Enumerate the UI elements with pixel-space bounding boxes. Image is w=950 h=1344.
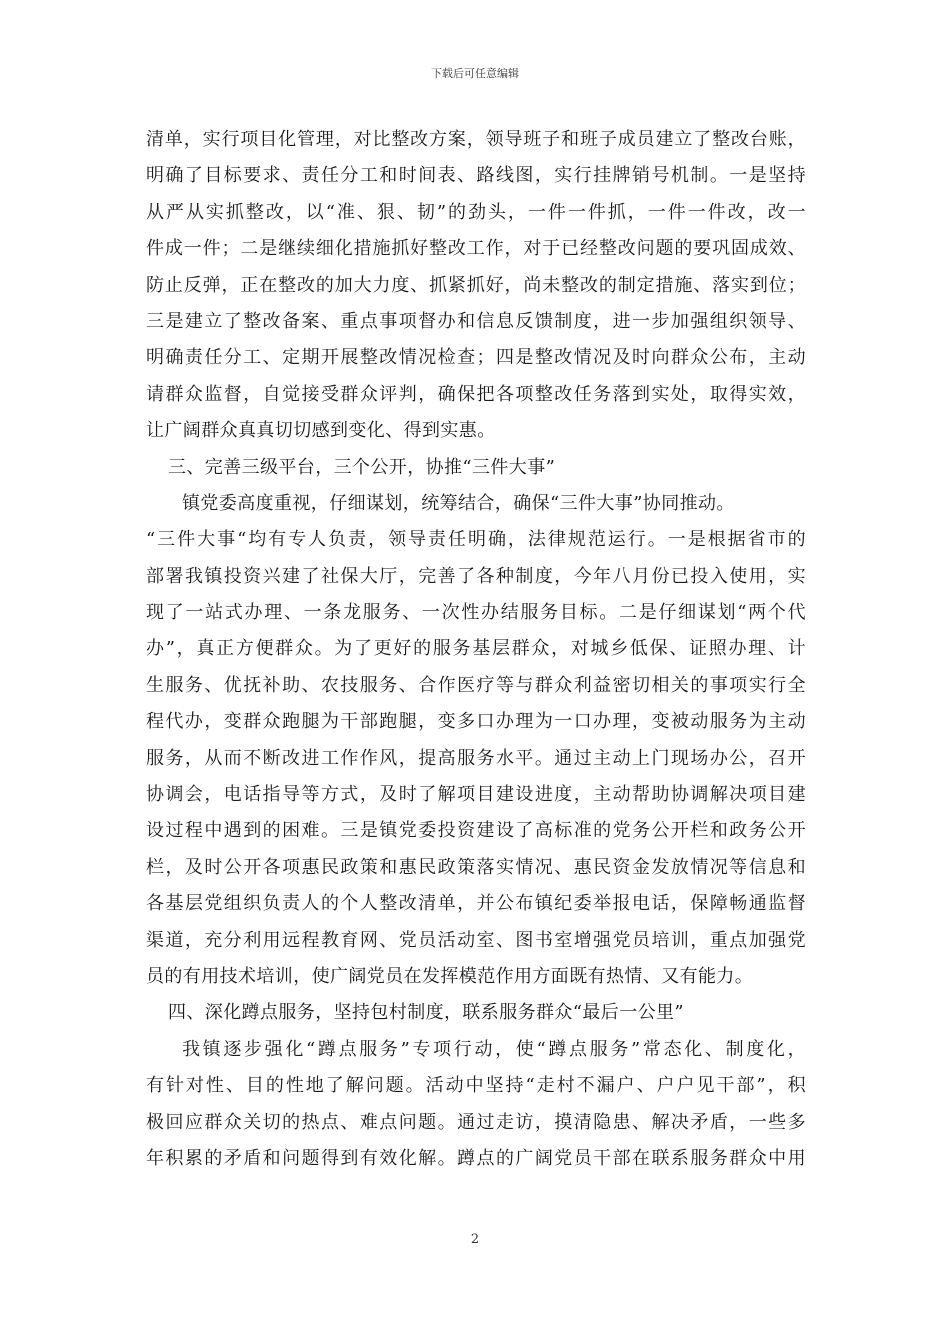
paragraph-line: “三件大事“均有专人负责，领导责任明确，法律规范运行。一是根据省市的: [146, 529, 806, 551]
paragraph-line: 防止反弹，正在整改的加大力度、抓紧抓好，尚未整改的制定措施、落实到位；: [146, 274, 806, 296]
paragraph-line: 明确责任分工、定期开展整改情况检查；四是整改情况及时向群众公布，主动: [146, 347, 806, 369]
paragraph-line: 办”，真正方便群众。为了更好的服务基层群众，对城乡低保、证照办理、计: [146, 638, 806, 660]
paragraph-line: 部署我镇投资兴建了社保大厅，完善了各种制度，今年八月份已投入使用，实: [146, 565, 806, 587]
paragraph-line: 现了一站式办理、一条龙服务、一次性办结服务目标。二是仔细谋划“两个代: [146, 602, 806, 624]
paragraph-line: 各基层党组织负责人的个人整改清单，并公布镇纪委举报电话，保障畅通监督: [146, 893, 806, 915]
paragraph-line: 件成一件；二是继续细化措施抓好整改工作，对于已经整改问题的要巩固成效、: [146, 238, 806, 260]
page-number: 2: [470, 1232, 480, 1247]
paragraph-line: 程代办，变群众跑腿为干部跑腿，变多口办理为一口办理，变被动服务为主动: [146, 711, 806, 733]
paragraph-line: 栏，及时公开各项惠民政策和惠民政策落实情况、惠民资金发放情况等信息和: [146, 856, 806, 878]
section-heading: 三、完善三级平台，三个公开，协推“三件大事”: [168, 456, 556, 478]
paragraph-line: 服务，从而不断改进工作作风，提高服务水平。通过主动上门现场办公，召开: [146, 747, 806, 769]
paragraph-line: 清单，实行项目化管理，对比整改方案，领导班子和班子成员建立了整改台账，: [146, 129, 806, 150]
paragraph-line: 有针对性、目的性地了解问题。活动中坚持“走村不漏户、户户见干部”，积: [146, 1075, 806, 1097]
paragraph-line: 员的有用技术培训，使广阔党员在发挥模范作用方面既有热情、又有能力。: [146, 965, 754, 987]
document-body: [146, 122, 806, 1177]
paragraph-line: 从严从实抓整改，以“准、狠、韧”的劲头，一件一件抓，一件一件改，改一: [146, 201, 806, 223]
paragraph-line: 协调会，电话指导等方式，及时了解项目建设进度，主动帮助协调解决项目建: [146, 784, 806, 806]
paragraph-line: 让广阔群众真真切切感到变化、得到实惠。: [146, 420, 496, 442]
section-heading: 四、深化蹲点服务，坚持包村制度，联系服务群众“最后一公里”: [168, 1002, 685, 1024]
paragraph-line: 三是建立了整改备案、重点事项督办和信息反馈制度，进一步加强组织领导、: [146, 310, 806, 332]
paragraph-line: 生服务、优抚补助、农技服务、合作医疗等与群众利益密切相关的事项实行全: [146, 674, 806, 696]
paragraph-line: 明确了目标要求、责任分工和时间表、路线图，实行挂牌销号机制。一是坚持: [146, 165, 806, 187]
paragraph-line: 镇党委高度重视，仔细谋划，统筹结合，确保“三件大事”协同推动。: [182, 492, 735, 514]
paragraph-line: 我镇逐步强化“蹲点服务”专项行动，使“蹲点服务”常态化、制度化，: [182, 1038, 806, 1060]
paragraph-line: 请群众监督，自觉接受群众评判，确保把各项整改任务落到实处，取得实效，: [146, 383, 806, 405]
paragraph-line: 极回应群众关切的热点、难点问题。通过走访，摸清隐患、解决矛盾，一些多: [146, 1111, 806, 1133]
paragraph-line: 设过程中遇到的困难。三是镇党委投资建设了高标准的党务公开栏和政务公开: [146, 820, 806, 842]
paragraph-line: 渠道，充分利用远程教育网、党员活动室、图书室增强党员培训，重点加强党: [146, 929, 806, 951]
paragraph-line: 年积累的矛盾和问题得到有效化解。蹲点的广阔党员干部在联系服务群众中用: [146, 1147, 806, 1169]
page-header: 下载后可任意编辑: [431, 67, 519, 80]
